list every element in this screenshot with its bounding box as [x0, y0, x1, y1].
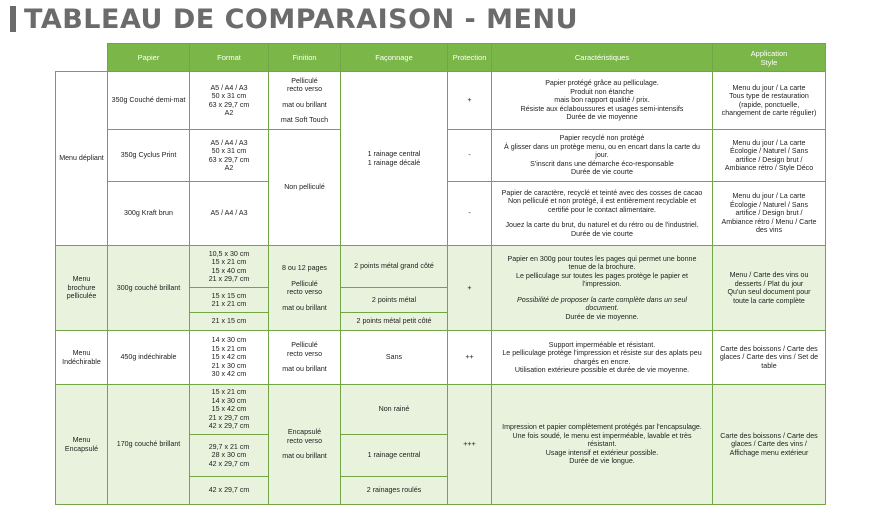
cell-faconnage: Non rainé — [341, 385, 448, 435]
cell-faconnage: 2 points métal petit côté — [341, 313, 448, 331]
cell-application: Menu du jour / La carte Écologie / Naturel / Sans artifice / Design brut / Ambiance rétro / Menu / Carte des vins — [713, 182, 826, 246]
group-label-encapsule: Menu Encapsulé — [56, 385, 108, 505]
cell-faconnage: 2 points métal grand côté — [341, 246, 448, 288]
cell-format: 29,7 x 21 cm 28 x 30 cm 42 x 29,7 cm — [190, 435, 269, 477]
cell-protection: ++ — [448, 331, 492, 385]
cell-finition: Encapsulé recto verso mat ou brillant — [269, 385, 341, 505]
page-title — [10, 2, 578, 36]
cell-finition: Pelliculé recto verso mat ou brillant mat Soft Touch — [269, 72, 341, 130]
cell-caracteristiques: Papier recyclé non protégé À glisser dans un protège menu, ou en encart dans la carte du jour. S'inscrit dans une démarche éco-responsable Durée de vie courte — [492, 130, 713, 182]
cell-format: A5 / A4 / A3 50 x 31 cm 63 x 29,7 cm A2 — [190, 72, 269, 130]
header-format: Format — [190, 44, 269, 72]
cell-caracteristiques: Papier en 300g pour toutes les pages qui permet une bonne tenue de la brochure. Le pelliculage sur toutes les pages protège le papier et l'impression. Possibilité de proposer la carte complète dans un seul document. Durée de vie moyenne. — [492, 246, 713, 331]
cell-application: Carte des boissons / Carte des glaces / Carte des vins / Set de table — [713, 331, 826, 385]
cell-caracteristiques: Impression et papier complètement protégés par l'encapsulage. Une fois soudé, le menu est imperméable, lavable et très résistant. Usage intensif et extérieur possible. Durée de vie longue. — [492, 385, 713, 505]
cell-faconnage: 2 points métal — [341, 288, 448, 313]
cell-caracteristiques: Papier protégé grâce au pelliculage. Produit non étanche mais bon rapport qualité / prix. Résiste aux éclaboussures et usages semi-intensifs Durée de vie moyenne — [492, 72, 713, 130]
cell-application: Menu du jour / La carte Tous type de restauration (rapide, ponctuelle, changement de carte régulier) — [713, 72, 826, 130]
cell-faconnage: 1 rainage central 1 rainage décalé — [341, 72, 448, 246]
cell-format: 15 x 21 cm 14 x 30 cm 15 x 42 cm 21 x 29,7 cm 42 x 29,7 cm — [190, 385, 269, 435]
group-label-brochure: Menu brochure pelliculée — [56, 246, 108, 331]
header-papier: Papier — [108, 44, 190, 72]
table-row — [56, 72, 826, 130]
group-label-depliant: Menu dépliant — [56, 72, 108, 246]
cell-format: 14 x 30 cm 15 x 21 cm 15 x 42 cm 21 x 30 cm 30 x 42 cm — [190, 331, 269, 385]
cell-format: 21 x 15 cm — [190, 313, 269, 331]
comparison-table — [55, 43, 826, 505]
title-bar-decoration — [10, 6, 16, 32]
cell-papier: 450g indéchirable — [108, 331, 190, 385]
cell-papier: 300g couché brillant — [108, 246, 190, 331]
cell-protection: - — [448, 182, 492, 246]
table-row — [56, 331, 826, 385]
cell-format: 10,5 x 30 cm 15 x 21 cm 15 x 40 cm 21 x 29,7 cm — [190, 246, 269, 288]
cell-faconnage: 1 rainage central — [341, 435, 448, 477]
cell-format: A5 / A4 / A3 — [190, 182, 269, 246]
table-row — [56, 385, 826, 435]
cell-application: Menu du jour / La carte Écologie / Naturel / Sans artifice / Design brut / Ambiance rétro / Style Déco — [713, 130, 826, 182]
header-corner — [56, 44, 108, 72]
header-faconnage: Façonnage — [341, 44, 448, 72]
cell-protection: - — [448, 130, 492, 182]
cell-protection: + — [448, 246, 492, 331]
cell-papier: 170g couché brillant — [108, 385, 190, 505]
header-row — [56, 44, 826, 72]
cell-application: Menu / Carte des vins ou desserts / Plat du jour Qu'un seul document pour toute la carte complète — [713, 246, 826, 331]
cell-format: 42 x 29,7 cm — [190, 477, 269, 505]
cell-format: 15 x 15 cm 21 x 21 cm — [190, 288, 269, 313]
title-text: TABLEAU DE COMPARAISON - MENU — [24, 3, 578, 35]
header-finition: Finition — [269, 44, 341, 72]
header-application: Application Style — [713, 44, 826, 72]
cell-caracteristiques: Papier de caractère, recyclé et teinté avec des cosses de cacao Non pelliculé et non protégé, il est entièrement recyclable et certifié pour le contact alimentaire. Jouez la carte du brut, du naturel et du rétro ou de l'industriel. Durée de vie courte — [492, 182, 713, 246]
cell-papier: 350g Couché demi-mat — [108, 72, 190, 130]
group-label-indechirable: Menu Indéchirable — [56, 331, 108, 385]
cell-faconnage: Sans — [341, 331, 448, 385]
cell-format: A5 / A4 / A3 50 x 31 cm 63 x 29,7 cm A2 — [190, 130, 269, 182]
cell-finition: Non pelliculé — [269, 130, 341, 246]
cell-papier: 350g Cyclus Print — [108, 130, 190, 182]
cell-faconnage: 2 rainages roulés — [341, 477, 448, 505]
cell-finition: Pelliculé recto verso mat ou brillant — [269, 331, 341, 385]
header-protection: Protection — [448, 44, 492, 72]
cell-papier: 300g Kraft brun — [108, 182, 190, 246]
cell-protection: + — [448, 72, 492, 130]
cell-finition: 8 ou 12 pages Pelliculé recto verso mat ou brillant — [269, 246, 341, 331]
cell-application: Carte des boissons / Carte des glaces / Carte des vins / Affichage menu extérieur — [713, 385, 826, 505]
header-caracteristiques: Caractéristiques — [492, 44, 713, 72]
table-row — [56, 246, 826, 288]
cell-protection: +++ — [448, 385, 492, 505]
cell-caracteristiques: Support imperméable et résistant. Le pelliculage protège l'impression et résiste sur des aplats peu chargés en encre. Utilisation extérieure possible et durée de vie moyenne. — [492, 331, 713, 385]
